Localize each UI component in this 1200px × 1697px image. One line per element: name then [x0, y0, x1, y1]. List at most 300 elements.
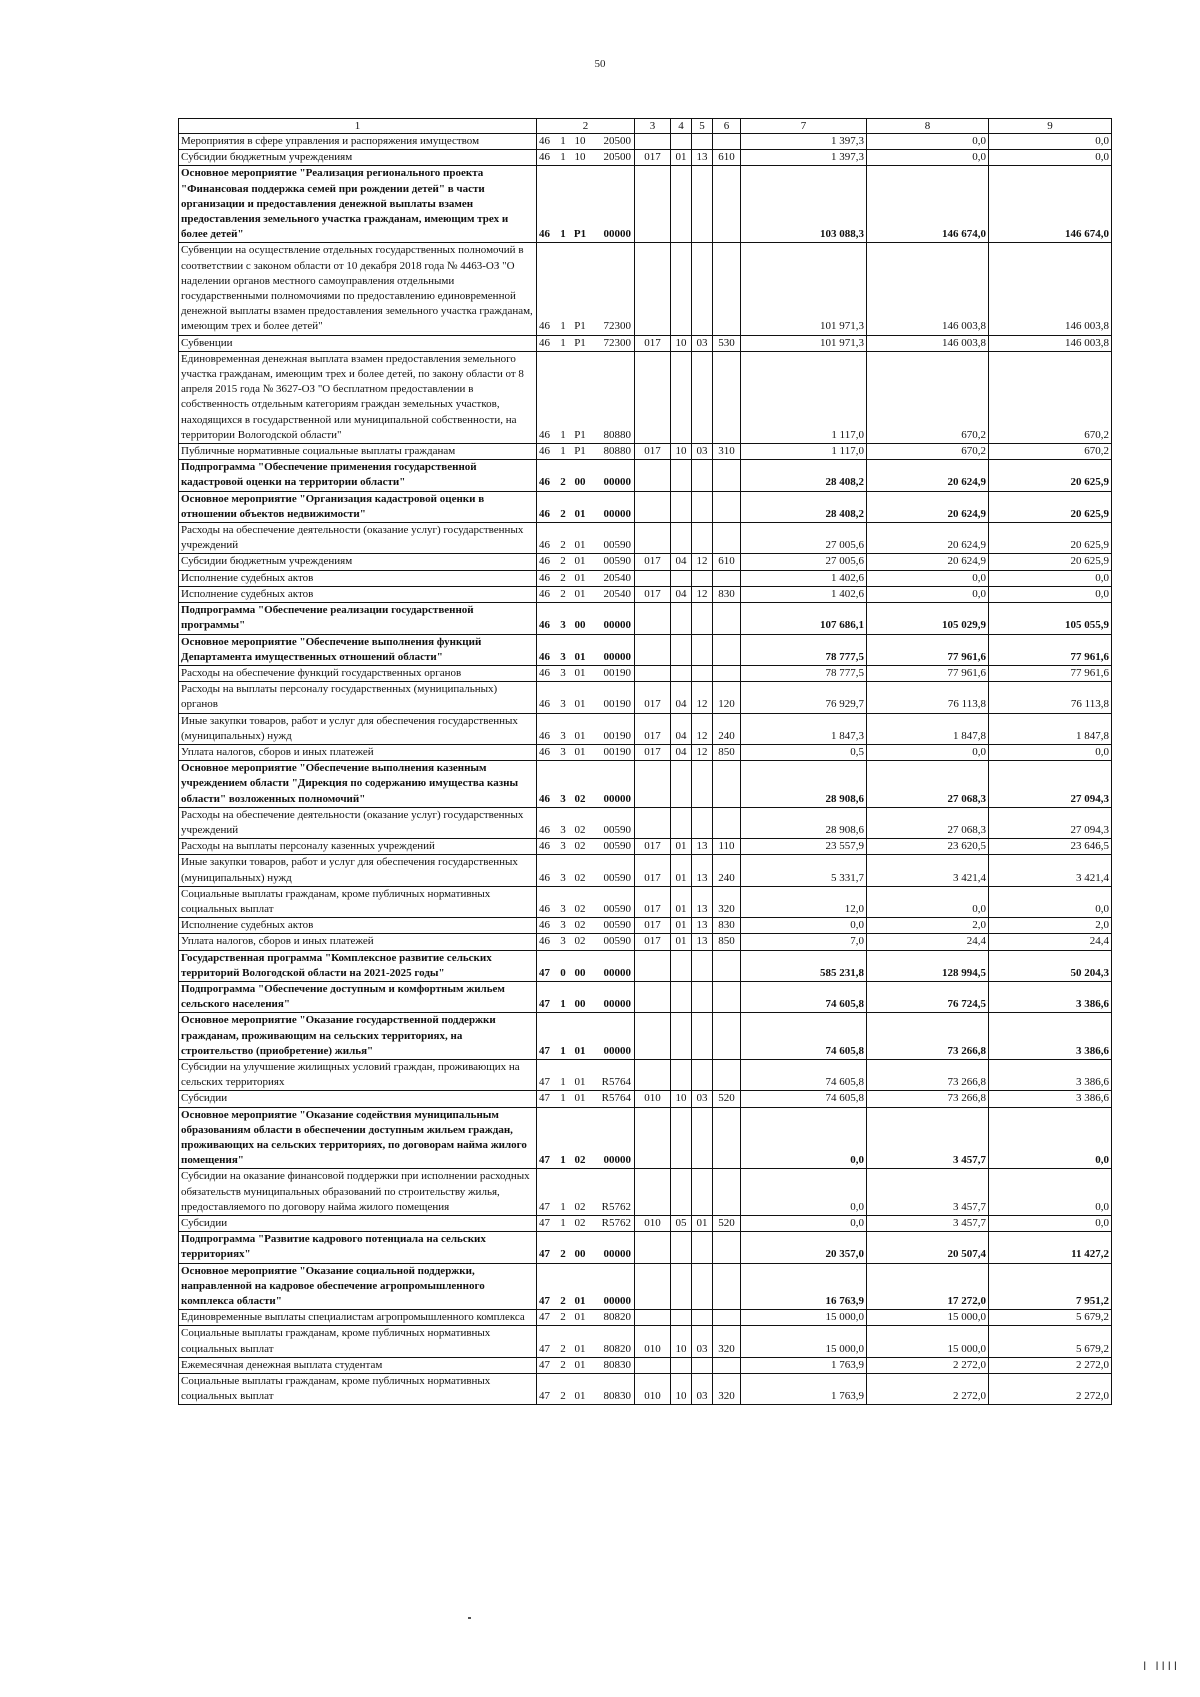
row-section-cell [671, 243, 692, 335]
row-expense-type-cell: 850 [713, 934, 741, 950]
row-amount-col8: 77 961,6 [867, 665, 989, 681]
table-row [179, 886, 1112, 917]
row-subsection-cell [692, 807, 713, 838]
row-section-cell [671, 523, 692, 554]
row-code-cell [537, 603, 635, 634]
code-part: 1 [560, 1217, 566, 1230]
row-expense-type-cell [713, 1169, 741, 1216]
row-ministry-cell [635, 665, 671, 681]
row-ministry-cell [635, 981, 671, 1012]
code-part: 47 [539, 1044, 550, 1057]
row-name-cell: Подпрограмма "Развитие кадрового потенциала на сельских территориях" [179, 1232, 537, 1263]
table-row [179, 981, 1112, 1012]
row-amount-col7: 585 231,8 [741, 950, 867, 981]
row-amount-col9: 24,4 [989, 934, 1112, 950]
code-part: P1 [574, 445, 586, 458]
code-part: 47 [539, 1092, 550, 1105]
row-amount-col8: 27 068,3 [867, 807, 989, 838]
row-name-cell: Основное мероприятие "Оказание государственной поддержки гражданам, проживающим на сельских территориях, на строительство (приобретение) жилья" [179, 1013, 537, 1060]
row-amount-col7: 0,0 [741, 1169, 867, 1216]
row-expense-type-cell: 850 [713, 744, 741, 760]
row-name-cell: Публичные нормативные социальные выплаты гражданам [179, 444, 537, 460]
row-amount-col9: 77 961,6 [989, 665, 1112, 681]
header-cell: 4 [671, 119, 692, 134]
row-section-cell: 01 [671, 855, 692, 886]
row-amount-col9: 0,0 [989, 1107, 1112, 1169]
row-amount-col7: 74 605,8 [741, 981, 867, 1012]
row-code-cell [537, 1357, 635, 1373]
row-code-cell [537, 351, 635, 443]
row-name-cell: Субсидии на улучшение жилищных условий граждан, проживающих на сельских территориях [179, 1059, 537, 1090]
table-row [179, 713, 1112, 744]
code-part: 46 [539, 571, 550, 584]
row-code-cell [537, 839, 635, 855]
code-part: 2 [560, 1311, 566, 1324]
row-name-cell: Единовременные выплаты специалистам агропромышленного комплекса [179, 1310, 537, 1326]
table-row [179, 570, 1112, 586]
row-code-cell [537, 1059, 635, 1090]
page-number: 50 [594, 58, 606, 70]
row-code-cell [537, 1013, 635, 1060]
row-subsection-cell: 12 [692, 586, 713, 602]
table-row [179, 243, 1112, 335]
code-part: 00590 [603, 919, 631, 932]
row-amount-col7: 23 557,9 [741, 839, 867, 855]
row-code-cell [537, 1326, 635, 1357]
row-name-cell: Подпрограмма "Обеспечение доступным и комфортным жильем сельского населения" [179, 981, 537, 1012]
row-amount-col8: 73 266,8 [867, 1059, 989, 1090]
code-part: 1 [560, 428, 566, 441]
header-cell: 7 [741, 119, 867, 134]
row-expense-type-cell: 320 [713, 886, 741, 917]
row-ministry-cell: 017 [635, 554, 671, 570]
row-expense-type-cell: 830 [713, 586, 741, 602]
table-row [179, 1059, 1112, 1090]
row-expense-type-cell [713, 807, 741, 838]
row-section-cell [671, 351, 692, 443]
row-name-cell: Субсидии бюджетным учреждениям [179, 554, 537, 570]
row-expense-type-cell [713, 950, 741, 981]
row-amount-col7: 0,0 [741, 1107, 867, 1169]
code-part: 00 [574, 1248, 586, 1261]
row-amount-col9: 146 003,8 [989, 335, 1112, 351]
row-amount-col9: 2,0 [989, 918, 1112, 934]
code-part: R5764 [601, 1076, 631, 1089]
table-row [179, 554, 1112, 570]
row-amount-col8: 0,0 [867, 134, 989, 150]
code-part: 46 [539, 445, 550, 458]
scan-speck [468, 1617, 471, 1619]
code-part: 1 [560, 228, 566, 241]
row-amount-col8: 3 457,7 [867, 1216, 989, 1232]
header-cell: 1 [179, 119, 537, 134]
code-part: 00 [574, 619, 586, 632]
row-ministry-cell [635, 570, 671, 586]
code-part: 10 [574, 135, 586, 147]
table-row [179, 682, 1112, 713]
row-amount-col7: 15 000,0 [741, 1326, 867, 1357]
code-part: 80820 [603, 1311, 631, 1324]
row-ministry-cell [635, 1107, 671, 1169]
code-part: R5764 [601, 1092, 631, 1105]
table-row [179, 1091, 1112, 1107]
code-part: 00590 [603, 555, 631, 568]
row-code-cell [537, 682, 635, 713]
row-amount-col7: 1 847,3 [741, 713, 867, 744]
row-name-cell: Социальные выплаты гражданам, кроме публичных нормативных социальных выплат [179, 1326, 537, 1357]
row-code-cell [537, 744, 635, 760]
code-part: 47 [539, 1217, 550, 1230]
row-amount-col7: 1 117,0 [741, 444, 867, 460]
row-ministry-cell: 017 [635, 335, 671, 351]
row-section-cell [671, 950, 692, 981]
table-row [179, 1232, 1112, 1263]
row-amount-col9: 3 386,6 [989, 1059, 1112, 1090]
row-amount-col8: 105 029,9 [867, 603, 989, 634]
row-expense-type-cell [713, 665, 741, 681]
row-code-cell [537, 586, 635, 602]
row-amount-col9: 77 961,6 [989, 634, 1112, 665]
row-name-cell: Субвенции [179, 335, 537, 351]
row-section-cell [671, 134, 692, 150]
row-name-cell: Социальные выплаты гражданам, кроме публичных нормативных социальных выплат [179, 886, 537, 917]
code-part: 01 [574, 507, 586, 520]
row-amount-col7: 7,0 [741, 934, 867, 950]
row-amount-col9: 3 421,4 [989, 855, 1112, 886]
row-code-cell [537, 934, 635, 950]
row-amount-col8: 76 113,8 [867, 682, 989, 713]
row-amount-col8: 20 624,9 [867, 491, 989, 522]
row-ministry-cell [635, 634, 671, 665]
code-part: 3 [560, 823, 566, 836]
row-code-cell [537, 554, 635, 570]
row-code-cell [537, 950, 635, 981]
footer-barcode-mark: ǀ ǀǀǀǀ [1143, 1659, 1180, 1673]
code-part: 01 [574, 1295, 586, 1308]
code-part: 01 [574, 1311, 586, 1324]
row-code-cell [537, 1107, 635, 1169]
row-code-cell [537, 918, 635, 934]
code-part: 00000 [603, 966, 631, 979]
row-code-cell [537, 166, 635, 243]
code-part: 47 [539, 1154, 550, 1167]
row-amount-col9: 146 003,8 [989, 243, 1112, 335]
code-part: 2 [560, 571, 566, 584]
row-section-cell [671, 460, 692, 491]
row-subsection-cell [692, 570, 713, 586]
row-amount-col9: 50 204,3 [989, 950, 1112, 981]
code-part: 46 [539, 666, 550, 679]
row-amount-col9: 0,0 [989, 586, 1112, 602]
row-amount-col7: 1 397,3 [741, 150, 867, 166]
row-expense-type-cell [713, 523, 741, 554]
row-code-cell [537, 761, 635, 808]
code-part: 46 [539, 619, 550, 632]
row-name-cell: Основное мероприятие "Обеспечение выполнения функций Департамента имущественных отношений области" [179, 634, 537, 665]
code-part: 01 [574, 539, 586, 552]
code-part: 02 [574, 792, 586, 805]
row-name-cell: Исполнение судебных актов [179, 918, 537, 934]
table-row [179, 950, 1112, 981]
row-amount-col8: 73 266,8 [867, 1091, 989, 1107]
table-row [179, 335, 1112, 351]
row-amount-col9: 7 951,2 [989, 1263, 1112, 1310]
row-ministry-cell: 017 [635, 886, 671, 917]
code-part: 00000 [603, 792, 631, 805]
row-section-cell [671, 761, 692, 808]
code-part: 3 [560, 666, 566, 679]
code-part: 01 [574, 650, 586, 663]
table-row [179, 1263, 1112, 1310]
code-part: 47 [539, 1358, 550, 1371]
header-cell: 9 [989, 119, 1112, 134]
code-part: 00590 [603, 539, 631, 552]
row-amount-col9: 3 386,6 [989, 1013, 1112, 1060]
row-name-cell: Субсидии [179, 1091, 537, 1107]
row-expense-type-cell: 610 [713, 150, 741, 166]
row-subsection-cell [692, 1357, 713, 1373]
table-row [179, 1169, 1112, 1216]
row-expense-type-cell [713, 460, 741, 491]
row-amount-col7: 0,0 [741, 918, 867, 934]
row-amount-col9: 20 625,9 [989, 554, 1112, 570]
table-row [179, 491, 1112, 522]
row-ministry-cell [635, 1232, 671, 1263]
row-amount-col9: 76 113,8 [989, 682, 1112, 713]
code-part: 02 [574, 919, 586, 932]
row-expense-type-cell: 520 [713, 1091, 741, 1107]
row-expense-type-cell: 320 [713, 1374, 741, 1405]
code-part: 3 [560, 619, 566, 632]
row-name-cell: Основное мероприятие "Оказание содействия муниципальным образованиям области в обеспечении доступным жильем граждан, проживающих на сельских территориях, по договорам найма жилого помещения" [179, 1107, 537, 1169]
row-expense-type-cell: 120 [713, 682, 741, 713]
code-part: 46 [539, 745, 550, 758]
row-expense-type-cell: 110 [713, 839, 741, 855]
code-part: 80880 [603, 428, 631, 441]
row-subsection-cell: 03 [692, 1326, 713, 1357]
code-part: 3 [560, 729, 566, 742]
row-section-cell: 10 [671, 444, 692, 460]
row-amount-col9: 105 055,9 [989, 603, 1112, 634]
row-amount-col9: 11 427,2 [989, 1232, 1112, 1263]
row-subsection-cell [692, 243, 713, 335]
row-amount-col8: 77 961,6 [867, 634, 989, 665]
header-cell: 3 [635, 119, 671, 134]
row-ministry-cell: 017 [635, 586, 671, 602]
row-subsection-cell: 01 [692, 1216, 713, 1232]
code-part: 01 [574, 587, 586, 600]
row-amount-col7: 103 088,3 [741, 166, 867, 243]
row-amount-col9: 0,0 [989, 886, 1112, 917]
row-ministry-cell [635, 460, 671, 491]
row-amount-col7: 1 402,6 [741, 586, 867, 602]
row-section-cell: 10 [671, 1326, 692, 1357]
row-expense-type-cell [713, 491, 741, 522]
row-expense-type-cell [713, 981, 741, 1012]
table-row [179, 634, 1112, 665]
row-amount-col8: 0,0 [867, 586, 989, 602]
code-part: 2 [560, 1358, 566, 1371]
table-row [179, 855, 1112, 886]
row-amount-col8: 15 000,0 [867, 1310, 989, 1326]
row-name-cell: Субсидии бюджетным учреждениям [179, 150, 537, 166]
row-section-cell [671, 1107, 692, 1169]
row-amount-col7: 74 605,8 [741, 1013, 867, 1060]
row-name-cell: Исполнение судебных актов [179, 586, 537, 602]
code-part: 00000 [603, 1295, 631, 1308]
row-section-cell: 01 [671, 934, 692, 950]
row-expense-type-cell [713, 1232, 741, 1263]
code-part: 00190 [603, 745, 631, 758]
row-amount-col7: 78 777,5 [741, 665, 867, 681]
row-subsection-cell [692, 761, 713, 808]
row-code-cell [537, 886, 635, 917]
row-code-cell [537, 1091, 635, 1107]
row-amount-col9: 670,2 [989, 444, 1112, 460]
row-expense-type-cell [713, 603, 741, 634]
row-amount-col7: 16 763,9 [741, 1263, 867, 1310]
row-code-cell [537, 665, 635, 681]
table-row [179, 1013, 1112, 1060]
row-name-cell: Основное мероприятие "Оказание социальной поддержки, направленной на кадровое обеспечение агропромышленного комплекса области" [179, 1263, 537, 1310]
row-subsection-cell: 12 [692, 682, 713, 713]
row-amount-col9: 20 625,9 [989, 523, 1112, 554]
code-part: 46 [539, 507, 550, 520]
row-name-cell: Подпрограмма "Обеспечение реализации государственной программы" [179, 603, 537, 634]
row-amount-col8: 146 003,8 [867, 335, 989, 351]
code-part: R5762 [601, 1200, 631, 1213]
code-part: 3 [560, 935, 566, 948]
row-subsection-cell [692, 634, 713, 665]
row-subsection-cell: 12 [692, 744, 713, 760]
row-subsection-cell: 03 [692, 1374, 713, 1405]
row-ministry-cell [635, 523, 671, 554]
row-code-cell [537, 807, 635, 838]
code-part: 2 [560, 1248, 566, 1261]
row-section-cell [671, 603, 692, 634]
row-ministry-cell [635, 166, 671, 243]
row-amount-col8: 24,4 [867, 934, 989, 950]
table-row [179, 918, 1112, 934]
code-part: 46 [539, 428, 550, 441]
header-cell: 2 [537, 119, 635, 134]
row-amount-col9: 0,0 [989, 1169, 1112, 1216]
code-part: 20500 [603, 151, 631, 164]
row-section-cell [671, 807, 692, 838]
row-amount-col9: 0,0 [989, 150, 1112, 166]
budget-table [178, 118, 1112, 1405]
row-amount-col8: 17 272,0 [867, 1263, 989, 1310]
code-part: 3 [560, 745, 566, 758]
row-subsection-cell [692, 460, 713, 491]
row-subsection-cell: 13 [692, 839, 713, 855]
row-name-cell: Основное мероприятие "Обеспечение выполнения казенным учреждением области "Дирекция по содержанию имущества казны области" возложенных полномочий" [179, 761, 537, 808]
row-amount-col8: 146 674,0 [867, 166, 989, 243]
row-code-cell [537, 1310, 635, 1326]
row-expense-type-cell [713, 351, 741, 443]
code-part: 01 [574, 571, 586, 584]
row-subsection-cell [692, 1013, 713, 1060]
row-code-cell [537, 855, 635, 886]
table-row [179, 807, 1112, 838]
row-ministry-cell: 017 [635, 934, 671, 950]
row-ministry-cell [635, 807, 671, 838]
table-row [179, 1107, 1112, 1169]
row-subsection-cell [692, 1107, 713, 1169]
row-amount-col7: 1 402,6 [741, 570, 867, 586]
table-body [179, 134, 1112, 1405]
row-code-cell [537, 1169, 635, 1216]
row-expense-type-cell [713, 166, 741, 243]
row-section-cell [671, 166, 692, 243]
row-amount-col9: 0,0 [989, 134, 1112, 150]
row-subsection-cell [692, 950, 713, 981]
code-part: 3 [560, 792, 566, 805]
code-part: 46 [539, 228, 550, 241]
code-part: 1 [560, 1154, 566, 1167]
code-part: 2 [560, 476, 566, 489]
table-row [179, 934, 1112, 950]
row-name-cell: Иные закупки товаров, работ и услуг для обеспечения государственных (муниципальных) нужд [179, 713, 537, 744]
row-amount-col8: 0,0 [867, 886, 989, 917]
code-part: 1 [560, 445, 566, 458]
row-section-cell: 01 [671, 918, 692, 934]
row-name-cell: Основное мероприятие "Организация кадастровой оценки в отношении объектов недвижимости" [179, 491, 537, 522]
row-amount-col9: 146 674,0 [989, 166, 1112, 243]
row-amount-col7: 27 005,6 [741, 554, 867, 570]
row-code-cell [537, 981, 635, 1012]
row-expense-type-cell [713, 761, 741, 808]
table-row [179, 523, 1112, 554]
row-amount-col7: 15 000,0 [741, 1310, 867, 1326]
row-ministry-cell: 017 [635, 713, 671, 744]
row-amount-col7: 0,0 [741, 1216, 867, 1232]
row-ministry-cell: 010 [635, 1374, 671, 1405]
table-row [179, 1357, 1112, 1373]
row-code-cell [537, 1374, 635, 1405]
row-name-cell: Единовременная денежная выплата взамен предоставления земельного участка гражданам, имеющим трех и более детей, по закону области от 8 апреля 2015 года № 3627-ОЗ "О бесплатном предоставлении в собственность отдельным категориям граждан земельных участков, находящихся в государственной или муниципальной собственности, на территории Вологодской области" [179, 351, 537, 443]
row-subsection-cell: 03 [692, 335, 713, 351]
row-section-cell: 04 [671, 713, 692, 744]
row-expense-type-cell: 830 [713, 918, 741, 934]
code-part: 3 [560, 650, 566, 663]
code-part: 1 [560, 1200, 566, 1213]
code-part: 46 [539, 587, 550, 600]
code-part: 02 [574, 935, 586, 948]
row-code-cell [537, 1263, 635, 1310]
code-part: 3 [560, 871, 566, 884]
row-name-cell: Подпрограмма "Обеспечение применения государственной кадастровой оценки на территории области" [179, 460, 537, 491]
row-amount-col9: 27 094,3 [989, 761, 1112, 808]
code-part: 80880 [603, 445, 631, 458]
table-row [179, 150, 1112, 166]
row-name-cell: Исполнение судебных актов [179, 570, 537, 586]
row-subsection-cell: 13 [692, 918, 713, 934]
code-part: 01 [574, 1342, 586, 1355]
code-part: 00590 [603, 823, 631, 836]
code-part: 2 [560, 1390, 566, 1403]
row-amount-col7: 0,5 [741, 744, 867, 760]
code-part: 01 [574, 698, 586, 711]
row-ministry-cell: 010 [635, 1326, 671, 1357]
row-amount-col8: 146 003,8 [867, 243, 989, 335]
row-subsection-cell [692, 166, 713, 243]
row-ministry-cell [635, 491, 671, 522]
code-part: 46 [539, 336, 550, 349]
row-amount-col7: 28 908,6 [741, 807, 867, 838]
row-subsection-cell: 13 [692, 886, 713, 917]
code-part: 2 [560, 1295, 566, 1308]
